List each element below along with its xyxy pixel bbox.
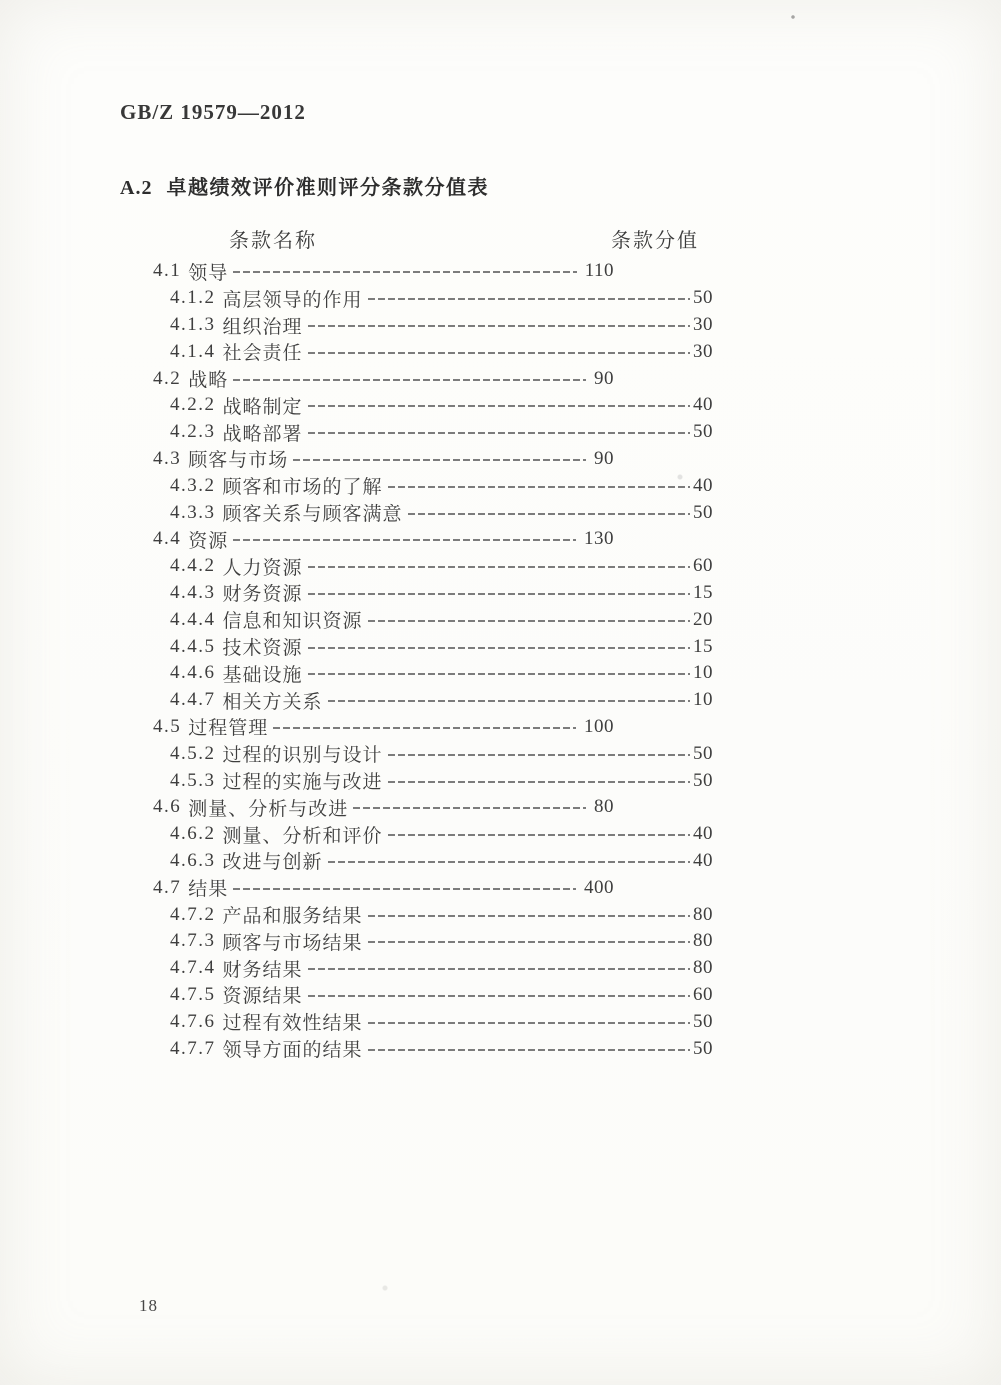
clause-score: 10 (693, 689, 713, 711)
table-row (153, 714, 614, 741)
table-row (153, 606, 713, 633)
clause-title: 相关方关系 (222, 691, 323, 713)
page-number: 18 (139, 1296, 158, 1315)
table-row (153, 687, 713, 714)
clause-number: 4.1.4 (170, 340, 216, 362)
dotted-leader (368, 915, 690, 917)
clause-title: 战略部署 (222, 423, 303, 445)
table-row (153, 553, 713, 580)
score-table (153, 224, 713, 1062)
clause-number: 4.2.3 (170, 421, 216, 443)
clause-title: 测量、分析与改进 (188, 798, 349, 820)
table-row (153, 580, 713, 607)
table-row (153, 874, 614, 901)
clause-score: 40 (693, 849, 713, 871)
clause-number: 4.5.3 (170, 769, 216, 791)
clause-score: 50 (693, 1037, 713, 1059)
dotted-leader (353, 807, 586, 809)
clause-number: 4.7.3 (170, 930, 216, 952)
clause-score: 80 (693, 957, 713, 979)
doc-number: GB/Z 19579—2012 (120, 100, 306, 124)
clause-title: 领导 (188, 262, 229, 284)
table-header-row (153, 224, 713, 254)
clause-score: 50 (693, 501, 713, 523)
table-row (153, 633, 713, 660)
clause-title: 战略 (188, 370, 229, 392)
table-row (153, 901, 713, 928)
table-row (153, 1035, 713, 1062)
table-row (153, 285, 713, 312)
clause-title: 过程的识别与设计 (222, 745, 383, 767)
table-row (153, 794, 614, 821)
clause-number: 4.7.5 (170, 983, 216, 1005)
section-heading (120, 171, 489, 200)
clause-score: 15 (693, 581, 713, 603)
clause-title: 高层领导的作用 (222, 289, 363, 311)
clause-title: 社会责任 (222, 343, 303, 365)
clause-number: 4.7.2 (170, 903, 216, 925)
clause-score: 20 (693, 608, 713, 630)
dotted-leader (308, 405, 690, 407)
clause-number: 4.3.2 (170, 474, 216, 496)
clause-score: 15 (693, 635, 713, 657)
table-row (153, 499, 713, 526)
clause-title: 顾客与市场 (188, 450, 289, 472)
table-row (153, 928, 713, 955)
clause-number: 4.4.7 (170, 689, 216, 711)
table-row (153, 258, 614, 285)
dotted-leader (308, 673, 690, 675)
table-row (153, 338, 713, 365)
clause-number: 4.1.3 (170, 313, 216, 335)
table-row (153, 767, 713, 794)
clause-title: 过程有效性结果 (222, 1013, 363, 1035)
clause-score: 400 (584, 876, 614, 898)
clause-title: 顾客和市场的了解 (222, 477, 383, 499)
clause-title: 顾客与市场结果 (222, 932, 363, 954)
clause-title: 过程管理 (188, 718, 269, 740)
clause-number: 4.3.3 (170, 501, 216, 523)
dotted-leader (233, 539, 576, 541)
clause-score: 60 (693, 983, 713, 1005)
clause-score: 40 (693, 823, 713, 845)
dotted-leader (308, 593, 690, 595)
dotted-leader (233, 888, 576, 890)
dotted-leader (388, 834, 690, 836)
clause-score: 50 (693, 769, 713, 791)
table-row (153, 848, 713, 875)
dotted-leader (308, 325, 690, 327)
clause-title: 测量、分析和评价 (222, 825, 383, 847)
clause-number: 4.5.2 (170, 742, 216, 764)
clause-score: 30 (693, 313, 713, 335)
dotted-leader (308, 968, 690, 970)
clause-score: 90 (594, 367, 614, 389)
dotted-leader (388, 781, 690, 783)
clause-title: 人力资源 (222, 557, 303, 579)
clause-score: 60 (693, 555, 713, 577)
dotted-leader (408, 513, 690, 515)
clause-title: 改进与创新 (222, 852, 323, 874)
column-header-clause-name: 条款名称 (229, 230, 317, 252)
clause-number: 4.1.2 (170, 287, 216, 309)
clause-number: 4.7 (153, 876, 182, 898)
table-row (153, 982, 713, 1009)
clause-number: 4.4.3 (170, 581, 216, 603)
dotted-leader (368, 1049, 690, 1051)
dotted-leader (273, 727, 576, 729)
clause-score: 50 (693, 742, 713, 764)
clause-score: 80 (693, 930, 713, 952)
dotted-leader (328, 700, 690, 702)
clause-number: 4.6 (153, 796, 182, 818)
dotted-leader (388, 486, 690, 488)
dotted-leader (293, 459, 586, 461)
clause-score: 40 (693, 394, 713, 416)
column-header-clause-score: 条款分值 (611, 230, 699, 252)
table-body (153, 258, 713, 1062)
dotted-leader (388, 754, 690, 756)
table-row (153, 1008, 713, 1035)
clause-number: 4.5 (153, 715, 182, 737)
table-row (153, 419, 713, 446)
clause-score: 30 (693, 340, 713, 362)
clause-title: 领导方面的结果 (222, 1040, 363, 1062)
clause-title: 产品和服务结果 (222, 906, 363, 928)
table-row (153, 526, 614, 553)
section-title: 卓越绩效评价准则评分条款分值表 (166, 177, 489, 199)
clause-number: 4.7.6 (170, 1010, 216, 1032)
dotted-leader (308, 432, 690, 434)
clause-score: 80 (693, 903, 713, 925)
dotted-leader (308, 647, 690, 649)
dotted-leader (308, 566, 690, 568)
clause-number: 4.2.2 (170, 394, 216, 416)
clause-title: 顾客关系与顾客满意 (222, 504, 403, 526)
clause-number: 4.4.5 (170, 635, 216, 657)
dotted-leader (328, 861, 690, 863)
clause-number: 4.1 (153, 260, 182, 282)
clause-title: 财务结果 (222, 959, 303, 981)
clause-number: 4.4.6 (170, 662, 216, 684)
clause-title: 基础设施 (222, 664, 303, 686)
clause-title: 资源结果 (222, 986, 303, 1008)
clause-number: 4.7.7 (170, 1037, 216, 1059)
clause-number: 4.4.2 (170, 555, 216, 577)
dotted-leader (233, 379, 586, 381)
clause-score: 10 (693, 662, 713, 684)
dotted-leader (368, 941, 690, 943)
clause-title: 过程的实施与改进 (222, 772, 383, 794)
table-row (153, 446, 614, 473)
clause-score: 50 (693, 421, 713, 443)
clause-title: 财务资源 (222, 584, 303, 606)
dotted-leader (308, 352, 690, 354)
table-row (153, 955, 713, 982)
table-row (153, 472, 713, 499)
table-row (153, 821, 713, 848)
clause-title: 资源 (188, 530, 229, 552)
clause-title: 技术资源 (222, 638, 303, 660)
clause-title: 战略制定 (222, 396, 303, 418)
clause-number: 4.4.4 (170, 608, 216, 630)
clause-score: 90 (594, 447, 614, 469)
clause-number: 4.6.3 (170, 849, 216, 871)
dotted-leader (368, 1022, 690, 1024)
table-row (153, 312, 713, 339)
clause-score: 40 (693, 474, 713, 496)
dotted-leader (308, 995, 690, 997)
clause-title: 信息和知识资源 (222, 611, 363, 633)
table-row (153, 740, 713, 767)
clause-score: 80 (594, 796, 614, 818)
table-row (153, 365, 614, 392)
clause-number: 4.3 (153, 447, 182, 469)
clause-score: 50 (693, 1010, 713, 1032)
clause-title: 组织治理 (222, 316, 303, 338)
clause-title: 结果 (188, 879, 229, 901)
clause-number: 4.6.2 (170, 823, 216, 845)
clause-number: 4.4 (153, 528, 182, 550)
clause-score: 130 (584, 528, 614, 550)
dotted-leader (368, 298, 690, 300)
table-row (153, 392, 713, 419)
clause-score: 50 (693, 287, 713, 309)
clause-number: 4.2 (153, 367, 182, 389)
dotted-leader (233, 271, 576, 273)
section-number: A.2 (120, 177, 153, 199)
clause-score: 100 (584, 715, 614, 737)
table-row (153, 660, 713, 687)
clause-score: 110 (584, 260, 614, 282)
dotted-leader (368, 620, 690, 622)
clause-number: 4.7.4 (170, 957, 216, 979)
